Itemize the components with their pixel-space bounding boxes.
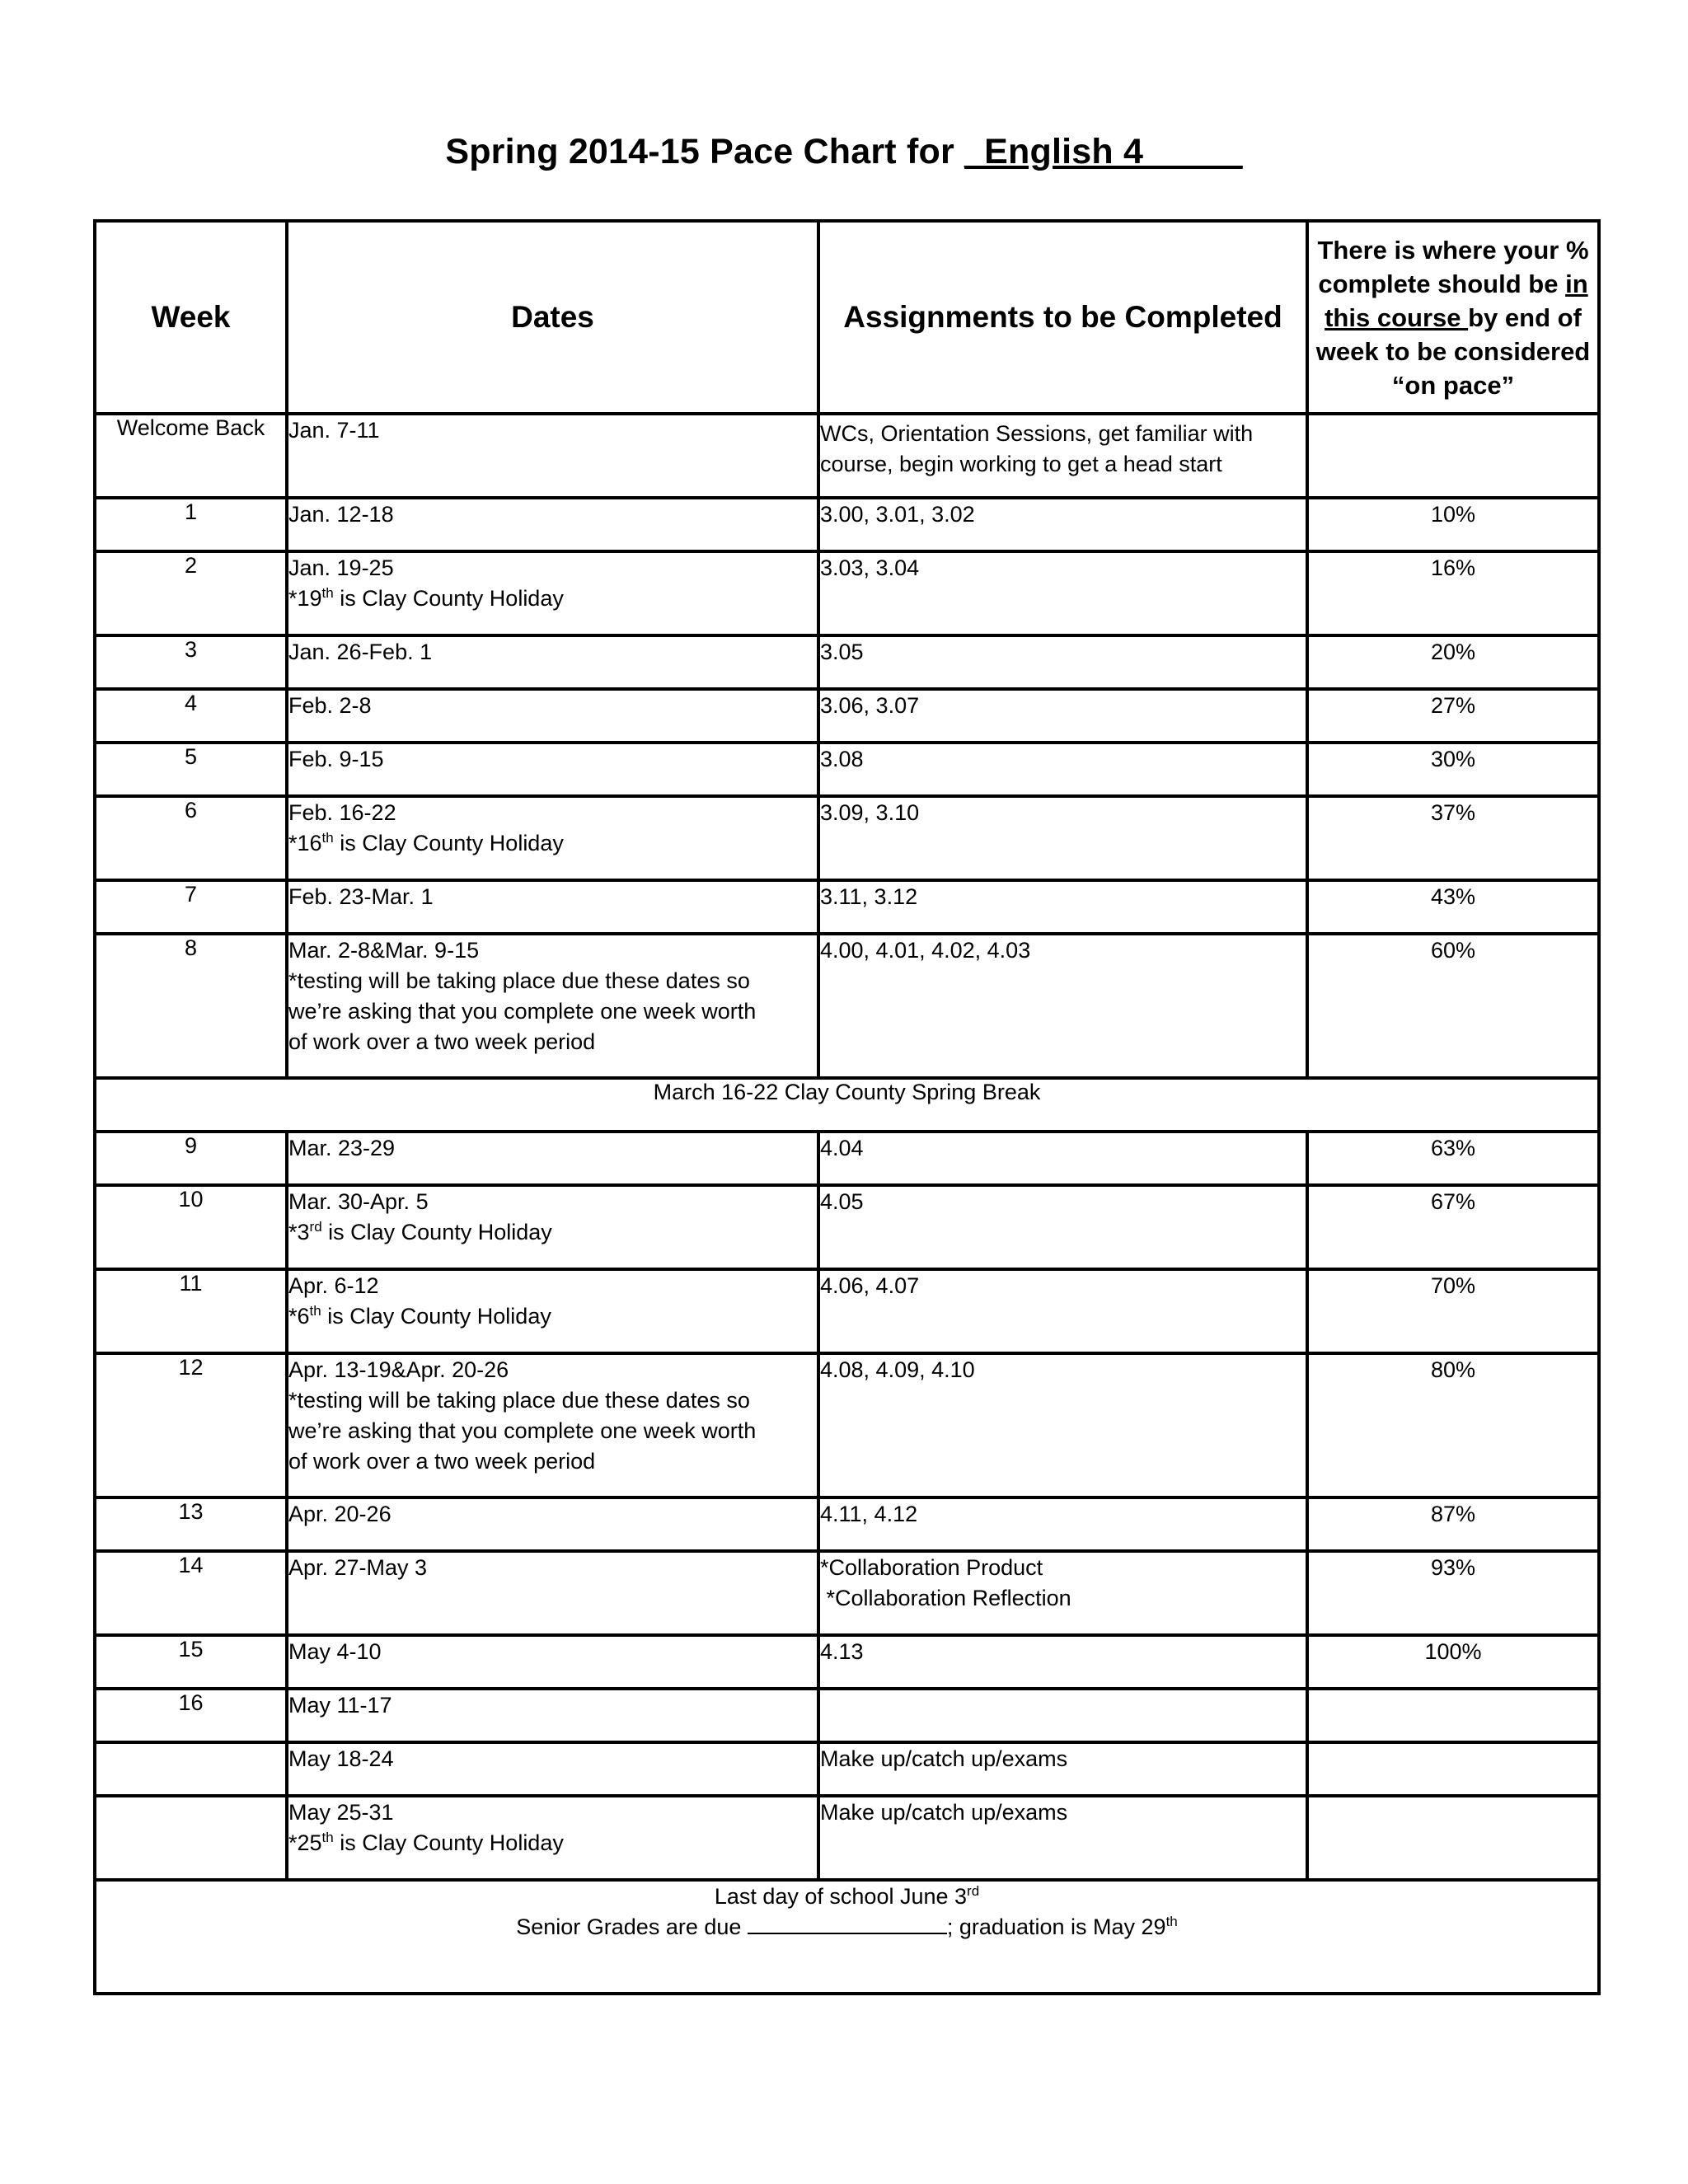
pace-cell: 16% <box>1307 551 1599 635</box>
dates-cell: Jan. 12-18 <box>287 498 818 551</box>
assignments-cell: 4.11, 4.12 <box>818 1497 1307 1551</box>
dates-cell: Feb. 9-15 <box>287 743 818 796</box>
dates-cell: Feb. 2-8 <box>287 689 818 743</box>
table-row <box>95 743 1599 796</box>
week-cell: 5 <box>95 743 287 796</box>
assignments-cell: 3.08 <box>818 743 1307 796</box>
week-cell: 9 <box>95 1132 287 1185</box>
title-prefix: Spring 2014-15 Pace Chart for <box>445 132 965 171</box>
table-row <box>95 1635 1599 1689</box>
pace-cell: 100% <box>1307 1635 1599 1689</box>
assignments-cell: 4.00, 4.01, 4.02, 4.03 <box>818 934 1307 1078</box>
week-cell: 10 <box>95 1185 287 1269</box>
table-row <box>95 880 1599 934</box>
pace-cell: 70% <box>1307 1269 1599 1353</box>
page-title <box>0 132 1688 172</box>
table-row <box>95 1185 1599 1269</box>
dates-cell: May 11-17 <box>287 1689 818 1742</box>
week-cell: 14 <box>95 1551 287 1635</box>
holiday-note: *6th is Clay County Holiday <box>288 1303 551 1329</box>
week-cell: 11 <box>95 1269 287 1353</box>
pace-cell <box>1307 414 1599 498</box>
pace-chart-table <box>93 219 1601 1995</box>
week-cell: 16 <box>95 1689 287 1742</box>
pace-cell: 87% <box>1307 1497 1599 1551</box>
table-row <box>95 1689 1599 1742</box>
table-row <box>95 1353 1599 1497</box>
assignments-cell: Make up/catch up/exams <box>818 1796 1307 1880</box>
dates-cell: Apr. 27-May 3 <box>287 1551 818 1635</box>
holiday-note: *3rd is Clay County Holiday <box>288 1219 552 1244</box>
pace-cell: 63% <box>1307 1132 1599 1185</box>
week-cell <box>95 1742 287 1796</box>
pace-cell: 80% <box>1307 1353 1599 1497</box>
assignments-cell: 3.00, 3.01, 3.02 <box>818 498 1307 551</box>
pace-cell: 67% <box>1307 1185 1599 1269</box>
header-row <box>95 221 1599 414</box>
assignments-cell: Make up/catch up/exams <box>818 1742 1307 1796</box>
header-pace: There is where your % complete should be in this course by end of week to be considered “on pace” <box>1307 221 1599 414</box>
table-row <box>95 1551 1599 1635</box>
footer-cell <box>95 1880 1599 1994</box>
pace-cell: 20% <box>1307 635 1599 689</box>
pace-cell: 60% <box>1307 934 1599 1078</box>
table-row <box>95 1269 1599 1353</box>
assignments-cell: 4.06, 4.07 <box>818 1269 1307 1353</box>
pace-cell <box>1307 1796 1599 1880</box>
header-week: Week <box>95 221 287 414</box>
dates-cell: Mar. 30-Apr. 5 *3rd is Clay County Holiday <box>287 1185 818 1269</box>
dates-cell: Feb. 16-22 *16th is Clay County Holiday <box>287 796 818 880</box>
dates-cell: May 18-24 <box>287 1742 818 1796</box>
table-row <box>95 689 1599 743</box>
assignments-cell: WCs, Orientation Sessions, get familiar with course, begin working to get a head start <box>818 414 1307 498</box>
blank-fill-line <box>748 1915 947 1934</box>
assignments-cell: 4.08, 4.09, 4.10 <box>818 1353 1307 1497</box>
dates-cell: Apr. 6-12 *6th is Clay County Holiday <box>287 1269 818 1353</box>
pace-cell <box>1307 1742 1599 1796</box>
week-cell: 13 <box>95 1497 287 1551</box>
week-cell: 12 <box>95 1353 287 1497</box>
pace-cell: 43% <box>1307 880 1599 934</box>
table-row <box>95 1132 1599 1185</box>
last-day-note: Last day of school June 3rd <box>714 1883 980 1909</box>
table-row <box>95 1497 1599 1551</box>
table-row <box>95 934 1599 1078</box>
week-cell: 8 <box>95 934 287 1078</box>
assignments-cell: 4.05 <box>818 1185 1307 1269</box>
week-cell: 7 <box>95 880 287 934</box>
table-row <box>95 1742 1599 1796</box>
pace-cell: 30% <box>1307 743 1599 796</box>
pace-cell: 93% <box>1307 1551 1599 1635</box>
week-cell: 6 <box>95 796 287 880</box>
week-cell: 1 <box>95 498 287 551</box>
week-cell: 4 <box>95 689 287 743</box>
dates-cell: May 4-10 <box>287 1635 818 1689</box>
dates-cell: Jan. 19-25 *19th is Clay County Holiday <box>287 551 818 635</box>
assignments-cell: 3.03, 3.04 <box>818 551 1307 635</box>
table-row <box>95 551 1599 635</box>
pace-cell: 10% <box>1307 498 1599 551</box>
assignments-cell: *Collaboration Product *Collaboration Reflection <box>818 1551 1307 1635</box>
assignments-cell: 3.06, 3.07 <box>818 689 1307 743</box>
header-assignments: Assignments to be Completed <box>818 221 1307 414</box>
dates-cell: Feb. 23-Mar. 1 <box>287 880 818 934</box>
dates-cell: Mar. 23-29 <box>287 1132 818 1185</box>
pace-cell <box>1307 1689 1599 1742</box>
pace-cell: 27% <box>1307 689 1599 743</box>
dates-cell: Jan. 7-11 <box>287 414 818 498</box>
title-course: _English 4_____ <box>964 132 1243 171</box>
pace-cell: 37% <box>1307 796 1599 880</box>
dates-cell: Mar. 2-8&Mar. 9-15 *testing will be taking place due these dates so we’re asking that you complete one week worth of work over a two week period <box>287 934 818 1078</box>
assignments-cell: 4.13 <box>818 1635 1307 1689</box>
dates-cell: May 25-31 *25th is Clay County Holiday <box>287 1796 818 1880</box>
dates-cell: Apr. 20-26 <box>287 1497 818 1551</box>
spring-break-cell: March 16-22 Clay County Spring Break <box>95 1078 1599 1132</box>
assignments-cell: 4.04 <box>818 1132 1307 1185</box>
holiday-note: *19th is Clay County Holiday <box>288 585 564 611</box>
holiday-note: *25th is Clay County Holiday <box>288 1830 564 1855</box>
assignments-cell: 3.11, 3.12 <box>818 880 1307 934</box>
holiday-note: *16th is Clay County Holiday <box>288 830 564 855</box>
table-row <box>95 1796 1599 1880</box>
footer-row <box>95 1880 1599 1994</box>
spring-break-row <box>95 1078 1599 1132</box>
table-row <box>95 498 1599 551</box>
table-row <box>95 796 1599 880</box>
week-cell <box>95 1796 287 1880</box>
week-cell: 15 <box>95 1635 287 1689</box>
table-row <box>95 414 1599 498</box>
dates-cell: Apr. 13-19&Apr. 20-26 *testing will be taking place due these dates so we’re asking that you complete one week worth of work over a two week period <box>287 1353 818 1497</box>
week-cell: Welcome Back <box>95 414 287 498</box>
assignments-cell: 3.05 <box>818 635 1307 689</box>
senior-grades-note: Senior Grades are due ; graduation is May 29th <box>516 1914 1178 1939</box>
week-cell: 2 <box>95 551 287 635</box>
assignments-cell: 3.09, 3.10 <box>818 796 1307 880</box>
week-cell: 3 <box>95 635 287 689</box>
header-dates: Dates <box>287 221 818 414</box>
assignments-cell <box>818 1689 1307 1742</box>
dates-cell: Jan. 26-Feb. 1 <box>287 635 818 689</box>
table-row <box>95 635 1599 689</box>
